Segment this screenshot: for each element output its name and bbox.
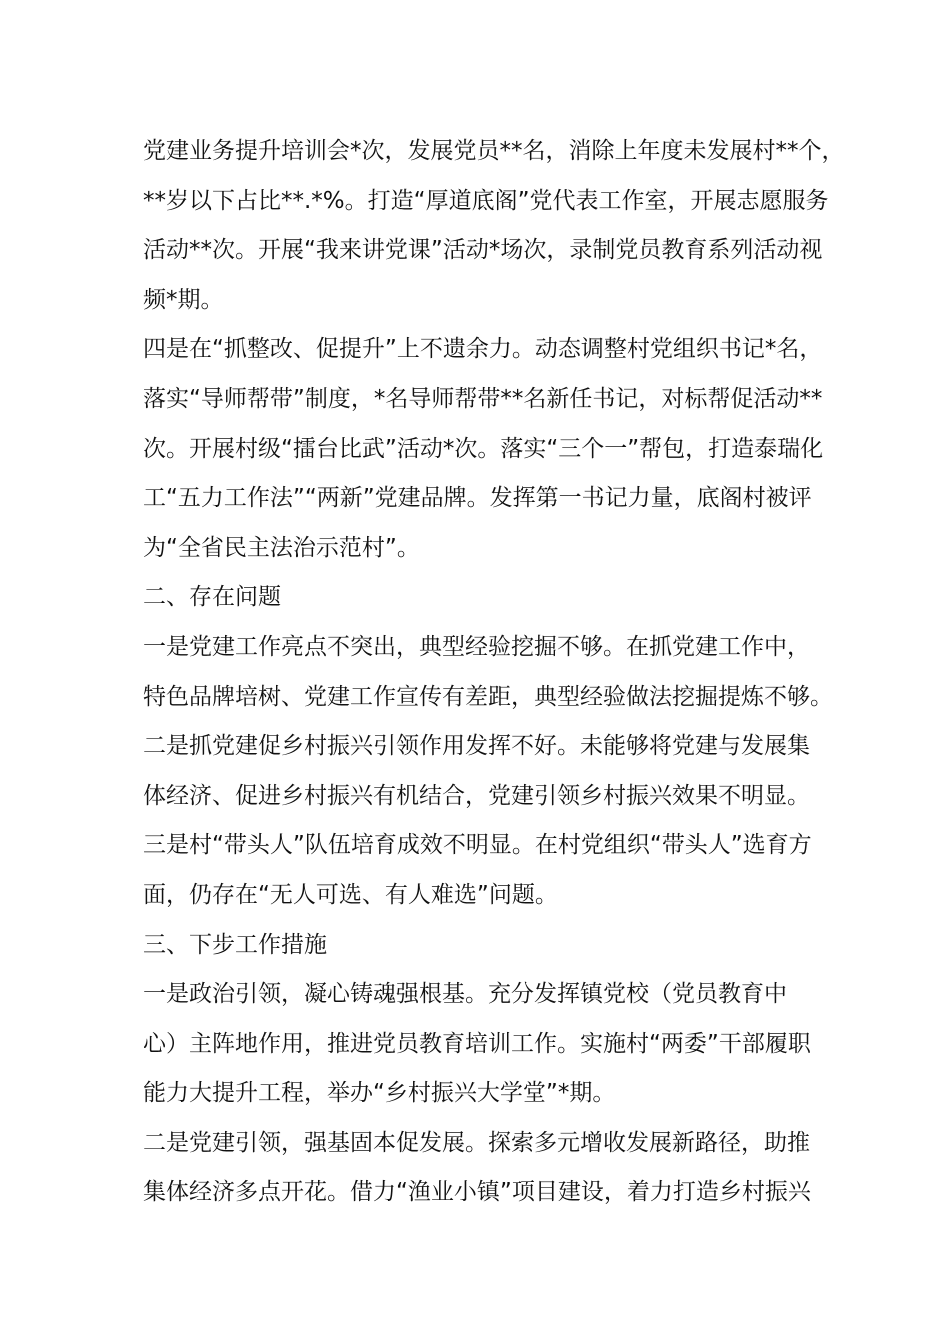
text-line: 四是在“抓整改、促提升”上不遗余力。动态调整村党组织书记*名， <box>143 336 823 363</box>
text-line: 特色品牌培树、党建工作宣传有差距，典型经验做法挖掘提炼不够。 <box>143 683 833 710</box>
text-line: 落实“导师帮带”制度，*名导师帮带**名新任书记，对标帮促活动** <box>143 385 823 412</box>
text-line: 三是村“带头人”队伍培育成效不明显。在村党组织“带头人”选育方 <box>143 832 812 859</box>
text-line: 二是党建引领，强基固本促发展。探索多元增收发展新路径，助推 <box>143 1129 810 1156</box>
text-line: 党建业务提升培训会*次，发展党员**名，消除上年度未发展村**个， <box>143 138 845 164</box>
document-body <box>143 127 845 1218</box>
text-line: 频*期。 <box>143 286 224 313</box>
text-line: 心）主阵地作用，推进党员教育培训工作。实施村“两委”干部履职 <box>143 1030 811 1057</box>
text-line: **岁以下占比**.*%。打造“厚道底阁”党代表工作室，开展志愿服务 <box>143 187 829 214</box>
text-line: 活动**次。开展“我来讲党课”活动*场次，录制党员教育系列活动视 <box>143 237 823 264</box>
text-line: 二是抓党建促乡村振兴引领作用发挥不好。未能够将党建与发展集 <box>143 733 810 760</box>
text-line: 工“五力工作法”“两新”党建品牌。发挥第一书记力量，底阁村被评 <box>143 485 812 512</box>
text-line: 面，仍存在“无人可选、有人难选”问题。 <box>143 881 558 908</box>
section-heading: 二、存在问题 <box>143 584 281 611</box>
text-line: 次。开展村级“擂台比武”活动*次。落实“三个一”帮包，打造泰瑞化 <box>143 435 824 462</box>
text-line: 体经济、促进乡村振兴有机结合，党建引领乡村振兴效果不明显。 <box>143 782 810 809</box>
text-line: 为“全省民主法治示范村”。 <box>143 534 420 561</box>
text-line: 集体经济多点开花。借力“渔业小镇”项目建设，着力打造乡村振兴 <box>143 1179 811 1206</box>
text-line: 一是政治引领，凝心铸魂强根基。充分发挥镇党校（党员教育中 <box>143 981 787 1008</box>
section-heading: 三、下步工作措施 <box>143 931 327 958</box>
text-line: 一是党建工作亮点不突出，典型经验挖掘不够。在抓党建工作中， <box>143 633 810 660</box>
text-line: 能力大提升工程，举办“乡村振兴大学堂”*期。 <box>143 1080 616 1107</box>
